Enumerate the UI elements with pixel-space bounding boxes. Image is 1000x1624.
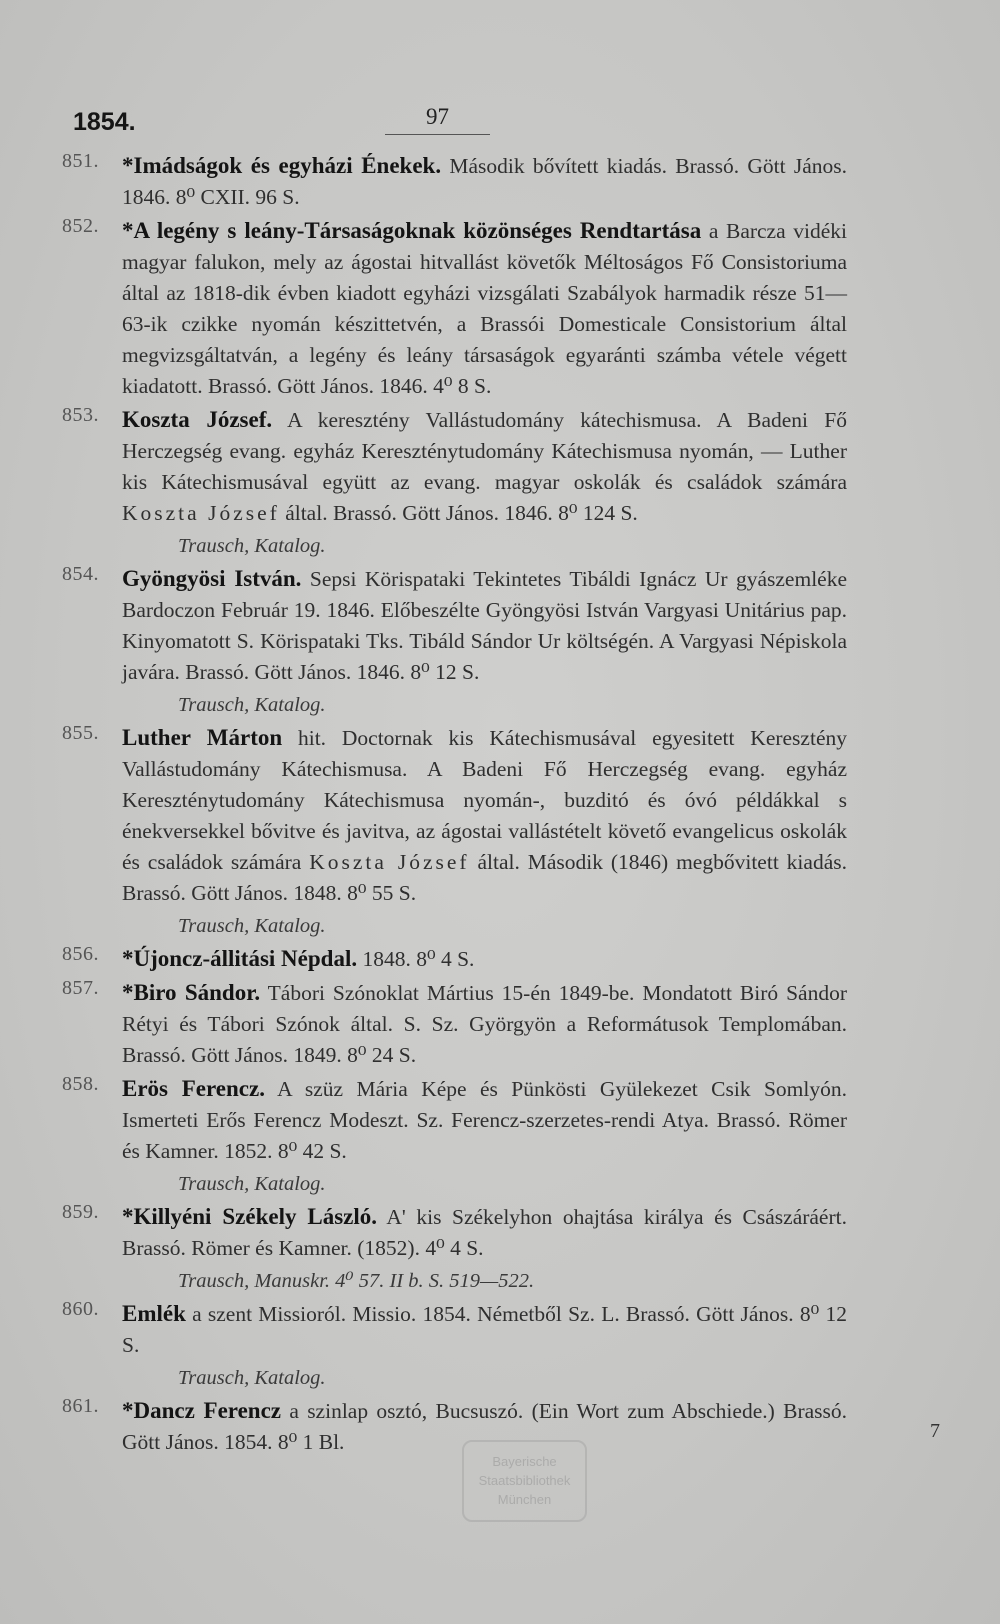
stamp-line: Staatsbibliothek	[478, 1473, 571, 1488]
catalog-entry-854	[62, 563, 847, 720]
signature-mark: 7	[930, 1420, 940, 1442]
header-rule	[385, 134, 490, 135]
entry-title: Koszta József.	[122, 407, 273, 432]
entry-title: Luther Márton	[122, 725, 283, 750]
catalog-entry-851	[62, 150, 847, 213]
entry-number: 852.	[62, 215, 99, 237]
entry-title: Emlék	[122, 1301, 186, 1326]
entry-text: A keresztény Vallástudomány kátechismusa. A Badeni Fő Herczegség evang. egyház Kereszténytudomány Kátechismusa nyomán, — Luther kis Kátechismusával együtt az evang. magyar oskolák és családok számára	[122, 408, 847, 494]
entry-body	[122, 1298, 847, 1361]
entry-text-end: által. Brassó. Gött János. 1846. 8⁰ 124 S.	[279, 501, 638, 525]
catalog-entry-860	[62, 1298, 847, 1393]
entry-author-spaced: Koszta József	[122, 501, 280, 525]
catalog-entry-852	[62, 215, 847, 402]
entry-title: *Imádságok és egyházi Énekek.	[122, 153, 442, 178]
catalog-entry-861	[62, 1395, 847, 1458]
entry-body	[122, 563, 847, 688]
entry-title: Erös Ferencz.	[122, 1076, 265, 1101]
entry-text: a Barcza vidéki magyar falukon, mely az ágostai hitvallást követők Méltoságos Fő Consistoriuma által az 1818-dik évben kiadott egyházi vizsgálati Szabályok harmadik része 51—63-ik czikke nyomán készittetvén, a Brassói Domesticale Consistorium által megvizsgáltatván, a legény és leány társaságok egyaránti számba vétele végett kiadatott. Brassó. Gött János. 1846. 4⁰ 8 S.	[122, 219, 847, 398]
entry-title: *Biro Sándor.	[122, 980, 261, 1005]
entry-number: 861.	[62, 1395, 99, 1417]
catalog-entry-855	[62, 722, 847, 941]
entry-reference: Trausch, Katalog.	[178, 694, 326, 716]
entry-number: 860.	[62, 1298, 99, 1320]
entry-title: *Killyéni Székely László.	[122, 1204, 378, 1229]
entry-title: *Újoncz-állitási Népdal.	[122, 946, 358, 971]
entry-body	[122, 215, 847, 402]
entry-text-end: által. Második (1846) megbővitett kiadás. Brassó. Gött János. 1848. 8⁰ 55 S.	[122, 850, 847, 905]
entry-reference: Trausch, Katalog.	[178, 535, 326, 557]
entry-text: Sepsi Körispataki Tekintetes Tibáldi Ignácz Ur gyászemléke Bardoczon Február 19. 1846. Előbeszélte Gyöngyösi István Vargyasi Unitárius pap. Kinyomatott S. Körispataki Tks. Tibáld Sándor Ur költségén. A Vargyasi Népiskola javára. Brassó. Gött János. 1846. 8⁰ 12 S.	[122, 567, 847, 684]
entry-body	[122, 404, 847, 529]
entry-number: 851.	[62, 150, 99, 172]
entry-body	[122, 150, 847, 213]
catalog-entry-857	[62, 977, 847, 1071]
catalog-entries	[62, 150, 847, 1460]
running-head-year: 1854.	[73, 108, 136, 136]
catalog-entry-859	[62, 1201, 847, 1296]
page-number: 97	[426, 104, 449, 129]
entry-number: 854.	[62, 563, 99, 585]
entry-author-spaced: Koszta József	[309, 850, 470, 874]
entry-title: *Dancz Ferencz	[122, 1398, 281, 1423]
entry-number: 859.	[62, 1201, 99, 1223]
entry-number: 858.	[62, 1073, 99, 1095]
entry-reference: Trausch, Katalog.	[178, 1367, 326, 1389]
entry-reference: Trausch, Katalog.	[178, 915, 326, 937]
entry-text: a szent Missioról. Missio. 1854. Németből Sz. L. Brassó. Gött János. 8⁰ 12 S.	[122, 1302, 847, 1357]
entry-text: A' kis Székelyhon ohajtása királya és Császáráért. Brassó. Römer és Kamner. (1852). 4⁰ 4 S.	[122, 1205, 847, 1260]
entry-number: 856.	[62, 943, 99, 965]
entry-text: Tábori Szónoklat Mártius 15-én 1849-be. Mondatott Biró Sándor Rétyi és Tábori Szónok által. S. Sz. Györgyön a Reformátusok Templomában. Brassó. Gött János. 1849. 8⁰ 24 S.	[122, 981, 847, 1067]
entry-text: a szinlap osztó, Bucsuszó. (Ein Wort zum Abschiede.) Brassó. Gött János. 1854. 8⁰ 1 Bl.	[122, 1399, 848, 1454]
library-stamp	[462, 1440, 587, 1522]
catalog-entry-853	[62, 404, 847, 561]
entry-body	[122, 722, 847, 909]
entry-text: 1848. 8⁰ 4 S.	[357, 947, 475, 971]
stamp-line: München	[497, 1492, 552, 1507]
entry-number: 853.	[62, 404, 99, 426]
entry-body	[122, 1201, 847, 1264]
entry-number: 857.	[62, 977, 99, 999]
catalog-entry-858	[62, 1073, 847, 1199]
entry-body	[122, 943, 847, 975]
entry-title: Gyöngyösi István.	[122, 566, 302, 591]
catalog-entry-856	[62, 943, 847, 975]
entry-reference: Trausch, Manuskr. 4⁰ 57. II b. S. 519—522.	[178, 1270, 535, 1292]
entry-title: *A legény s leány-Társaságoknak közönséges Rendtartása	[122, 218, 702, 243]
entry-body	[122, 1073, 847, 1167]
entry-text: hit. Doctornak kis Kátechismusával egyesitett Keresztény Vallástudomány Kátechismusa. A Badeni Fő Herczegség evang. egyház Kereszténytudomány Kátechismusa nyomán-, buzditó és óvó példákkal s énekversekkel bővitve és javitva, az ágostai vallástételt követő evangelicus oskolák és családok számára	[122, 726, 847, 874]
entry-text: Második bővített kiadás. Brassó. Gött János. 1846. 8⁰ CXII. 96 S.	[122, 154, 847, 209]
entry-text: A szüz Mária Képe és Pünkösti Gyülekezet Csik Somlyón. Ismerteti Erős Ferencz Modeszt. Sz. Ferencz-szerzetes-rendi Atya. Brassó. Römer és Kamner. 1852. 8⁰ 42 S.	[122, 1077, 848, 1163]
entry-body	[122, 977, 847, 1071]
stamp-line: Bayerische	[492, 1454, 557, 1469]
entry-number: 855.	[62, 722, 99, 744]
entry-reference: Trausch, Katalog.	[178, 1173, 326, 1195]
